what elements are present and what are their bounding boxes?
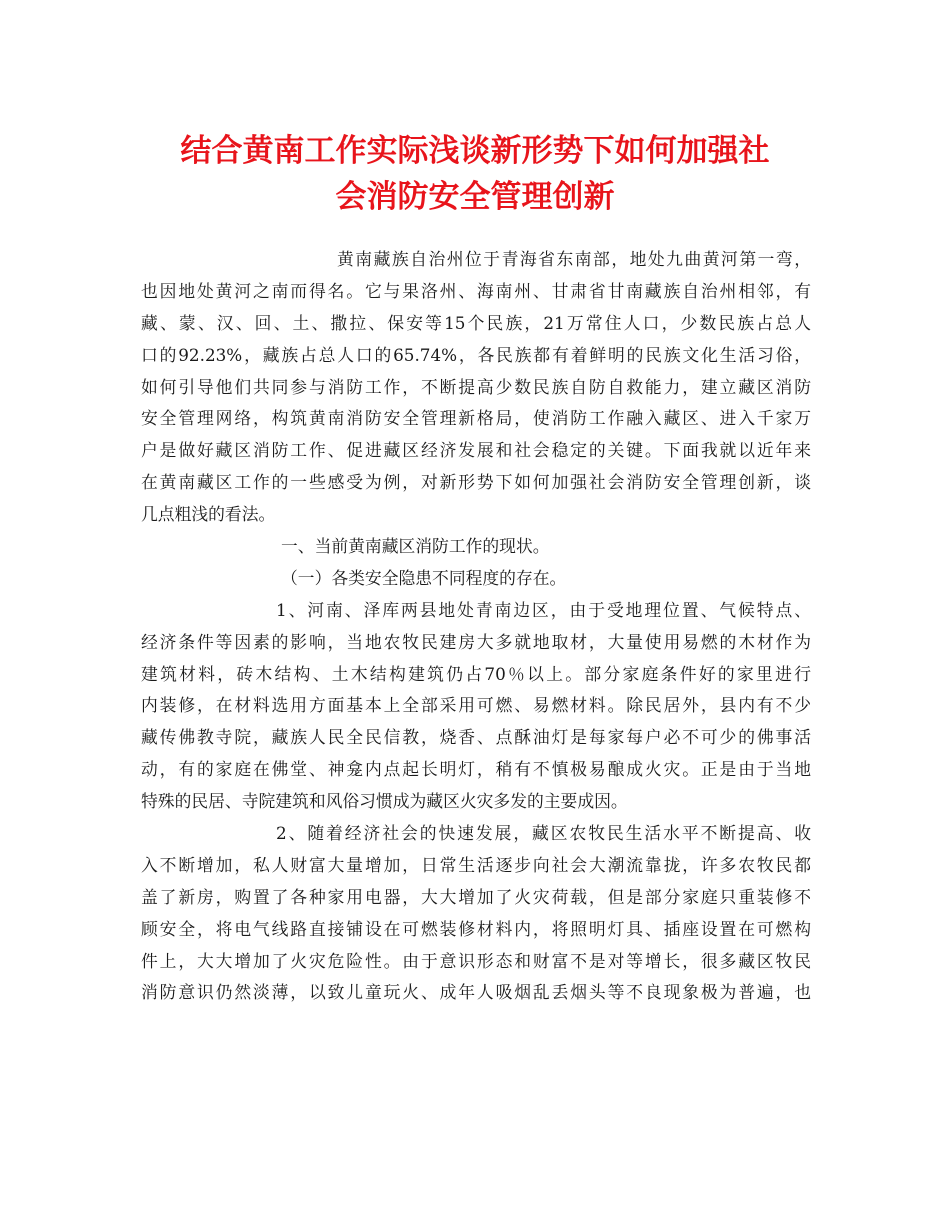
text-line: （一）各类安全隐患不同程度的存在。 (281, 567, 567, 588)
text-line: 一、当前黄南藏区消防工作的现状。 (281, 536, 550, 557)
text-line: 藏传佛教寺院，藏族人民全民信教，烧香、点酥油灯是每家每户必不可少的佛事活 (141, 727, 811, 748)
text-line: 藏、蒙、汉、回、土、撒拉、保安等15个民族，21万常住人口，少数民族占总人 (141, 312, 811, 333)
text-line: 户是做好藏区消防工作、促进藏区经济发展和社会稳定的关键。下面我就以近年来 (141, 440, 811, 461)
text-line: 动，有的家庭在佛堂、神龛内点起长明灯，稍有不慎极易酿成火灾。正是由于当地 (141, 759, 811, 780)
text-line: 特殊的民居、寺院建筑和风俗习惯成为藏区火灾多发的主要成因。 (141, 791, 628, 812)
text-line: 件上，大大增加了火灾危险性。由于意识形态和财富不是对等增长，很多藏区牧民 (141, 950, 811, 971)
text-line: 口的92.23%，藏族占总人口的65.74%，各民族都有着鲜明的民族文化生活习俗， (141, 344, 811, 365)
text-line: 2、随着经济社会的快速发展，藏区农牧民生活水平不断提高、收 (276, 823, 811, 844)
text-line: 安全管理网络，构筑黄南消防安全管理新格局，使消防工作融入藏区、进入千家万 (141, 408, 811, 429)
text-line: 几点粗浅的看法。 (141, 504, 276, 525)
document-body (141, 244, 811, 1009)
text-line: 消防意识仍然淡薄，以致儿童玩火、成年人吸烟乱丢烟头等不良现象极为普遍，也 (141, 982, 811, 1003)
text-line: 在黄南藏区工作的一些感受为例，对新形势下如何加强社会消防安全管理创新，谈 (141, 472, 811, 493)
text-line: 黄南藏族自治州位于青海省东南部，地处九曲黄河第一弯， (337, 249, 811, 269)
text-line: 盖了新房，购置了各种家用电器，大大增加了火灾荷载，但是部分家庭只重装修不 (141, 886, 811, 907)
text-line: 建筑材料，砖木结构、土木结构建筑仍占70％以上。部分家庭条件好的家里进行 (141, 663, 811, 684)
text-line: 顾安全，将电气线路直接铺设在可燃装修材料内，将照明灯具、插座设置在可燃构 (141, 918, 811, 939)
text-line: 入不断增加，私人财富大量增加，日常生活逐步向社会大潮流靠拢，许多农牧民都 (141, 854, 811, 875)
text-line: 经济条件等因素的影响，当地农牧民建房大多就地取材，大量使用易燃的木材作为 (141, 631, 811, 652)
title-line-1: 结合黄南工作实际浅谈新形势下如何加强社 (180, 133, 770, 169)
text-line: 内装修，在材料选用方面基本上全部采用可燃、易燃材料。除民居外，县内有不少 (141, 695, 811, 716)
text-line: 1、河南、泽库两县地处青南边区，由于受地理位置、气候特点、 (276, 599, 811, 620)
text-line: 也因地处黄河之南而得名。它与果洛州、海南州、甘肃省甘南藏族自治州相邻，有 (141, 280, 811, 301)
title-line-2: 会消防安全管理创新 (335, 179, 615, 215)
text-line: 如何引导他们共同参与消防工作，不断提高少数民族自防自救能力，建立藏区消防 (141, 376, 811, 397)
document-title (100, 128, 850, 220)
